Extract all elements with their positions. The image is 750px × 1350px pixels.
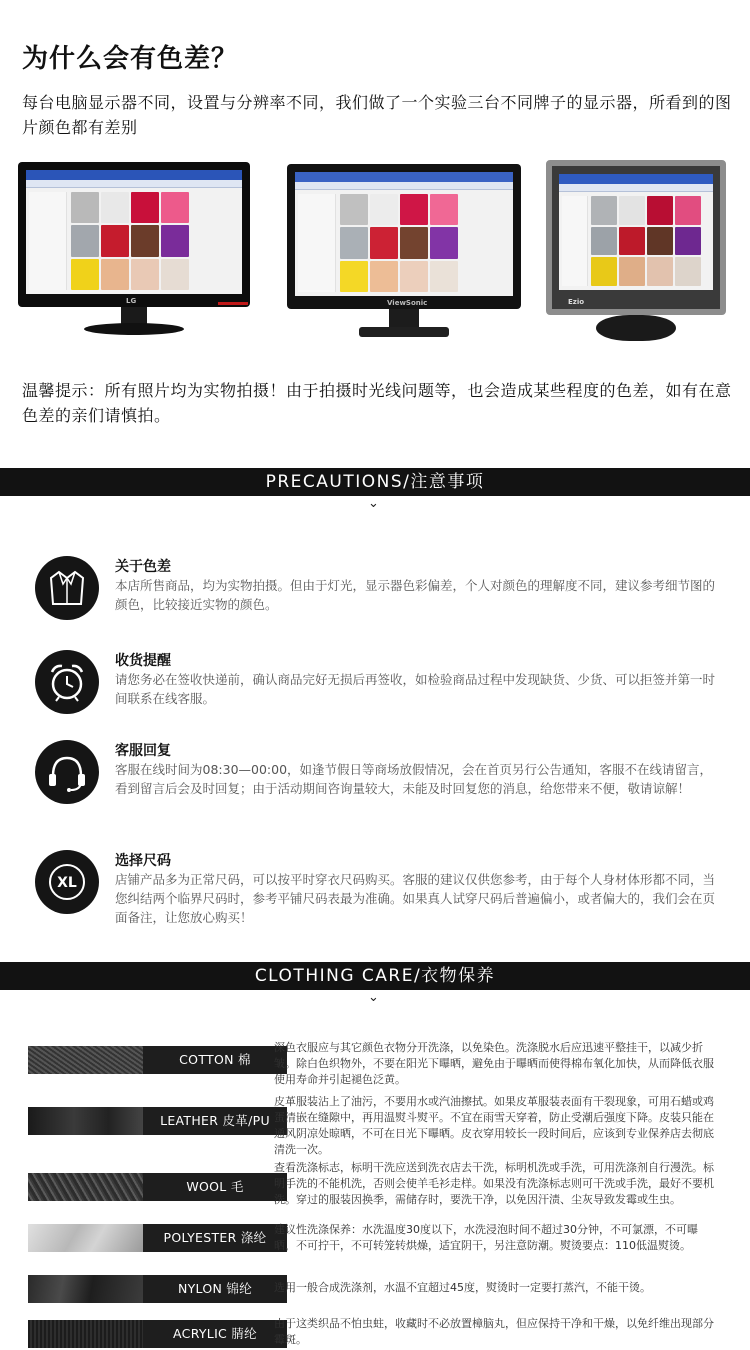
clothing-care-header: CLOTHING CARE/衣物保养	[0, 962, 750, 990]
precaution-text: 客服在线时间为08:30—00:00，如逢节假日等商场放假情况，会在首页另行公告通知，客服不在线请留言，看到留言后会及时回复；由于活动期间咨询量较大，未能及时回复您的消息，给您带来不便，敬请谅解！	[115, 762, 713, 796]
color-note: 温馨提示：所有照片均为实物拍摄！由于拍摄时光线问题等，也会造成某些程度的色差，如有在意色差的亲们请慎拍。	[22, 381, 732, 425]
precautions-header: PRECAUTIONS/注意事项	[0, 468, 750, 496]
care-text: 建议性洗涤保养：水洗温度30度以下，水洗浸泡时间不超过30分钟，不可氯漂，不可曝晒，不可拧干，不可转笼转烘燥，适宜阴干，另注意防潮。熨烫要点：110低温熨烫。	[274, 1223, 698, 1252]
monitor-brand: LG	[126, 297, 137, 305]
monitor-viewsonic	[287, 164, 521, 342]
precaution-title: 收货提醒	[115, 653, 171, 669]
monitor-ezio	[546, 160, 726, 346]
care-label: NYLON 锦纶	[143, 1275, 287, 1303]
fabric-swatch	[28, 1320, 143, 1348]
chevron-down-icon: ⌄	[368, 496, 379, 511]
monitor-brand: Ezio	[568, 298, 585, 306]
monitor-brand: ViewSonic	[387, 299, 428, 307]
fabric-swatch	[28, 1275, 143, 1303]
care-text: 选用一般合成洗涤剂，水温不宜超过45度，熨烫时一定要打蒸汽，不能干烫。	[274, 1281, 651, 1294]
fabric-swatch	[28, 1224, 143, 1252]
alarm-clock-icon	[35, 650, 99, 714]
precaution-title: 选择尺码	[115, 853, 171, 869]
fabric-swatch	[28, 1107, 143, 1135]
precaution-title: 关于色差	[115, 559, 171, 575]
monitor-screen	[295, 172, 513, 296]
care-label: WOOL 毛	[143, 1173, 287, 1201]
monitor-lg	[18, 162, 250, 342]
care-text: 查看洗涤标志，标明干洗应送到洗衣店去干洗，标明机洗或手洗，可用洗涤剂自行漫洗。标明手洗的不能机洗，否则会使羊毛衫走样。如果没有洗涤标志则可干洗或手洗，最好不要机洗。穿过的服装因换季，需储存时，要洗干净，以免因汗渍、尘灰导致发霉或生虫。	[274, 1161, 714, 1206]
care-label: POLYESTER 涤纶	[143, 1224, 287, 1252]
precaution-text: 本店所售商品，均为实物拍摄。但由于灯光，显示器色彩偏差，个人对颜色的理解度不同，建议参考细节图的颜色，比较接近实物的颜色。	[115, 578, 716, 612]
precaution-title: 客服回复	[115, 743, 171, 759]
care-text: 由于这类织品不怕虫蛀，收藏时不必放置樟脑丸，但应保持干净和干燥，以免纤维出现部分霉斑。	[274, 1317, 714, 1346]
page-title: 为什么会有色差？	[22, 44, 239, 74]
jacket-icon	[35, 556, 99, 620]
care-label: COTTON 棉	[143, 1046, 287, 1074]
svg-text:XL: XL	[57, 875, 77, 891]
chevron-down-icon: ⌄	[368, 990, 379, 1005]
precaution-text: 店铺产品多为正常尺码，可以按平时穿衣尺码购买。客服的建议仅供您参考，由于每个人身材体形都不同，当您纠结两个临界尺码时，参考平铺尺码表最为准确。如果真人试穿尺码后普遍偏小，或者偏大的，我们会在页面备注，让您放心购买！	[115, 872, 716, 925]
headset-icon	[35, 740, 99, 804]
precaution-text: 请您务必在签收快递前，确认商品完好无损后再签收，如检验商品过程中发现缺货、少货、可以拒签并第一时间联系在线客服。	[115, 672, 716, 706]
care-text: 深色衣服应与其它颜色衣物分开洗涤，以免染色。洗涤脱水后应迅速平整挂干，以减少折皱。除白色织物外，不要在阳光下曝晒，避免由于曝晒而使得棉布氧化加快，从而降低衣服使用寿命并引起褪色泛黄。	[274, 1041, 714, 1086]
fabric-swatch	[28, 1046, 143, 1074]
fabric-swatch	[28, 1173, 143, 1201]
monitor-screen	[26, 170, 242, 294]
xl-size-icon	[35, 850, 99, 914]
care-label: ACRYLIC 腈纶	[143, 1320, 287, 1348]
care-text: 皮革服装沾上了油污，不要用水或汽油擦拭。如果皮革服装表面有干裂现象，可用石蜡或鸡蛋清嵌在缝隙中，再用温熨斗熨平。不宜在雨雪天穿着，防止受潮后强度下降。皮装只能在通风阴凉处晾晒，不可在日光下曝晒。皮衣穿用较长一段时间后，应该到专业保养店去彻底清洗一次。	[274, 1095, 714, 1156]
monitor-screen	[559, 174, 713, 290]
intro-text: 每台电脑显示器不同，设置与分辨率不同，我们做了一个实验三台不同牌子的显示器，所看到的图片颜色都有差别	[22, 93, 732, 137]
care-label: LEATHER 皮革/PU	[143, 1107, 287, 1135]
monitor-comparison	[0, 156, 750, 356]
